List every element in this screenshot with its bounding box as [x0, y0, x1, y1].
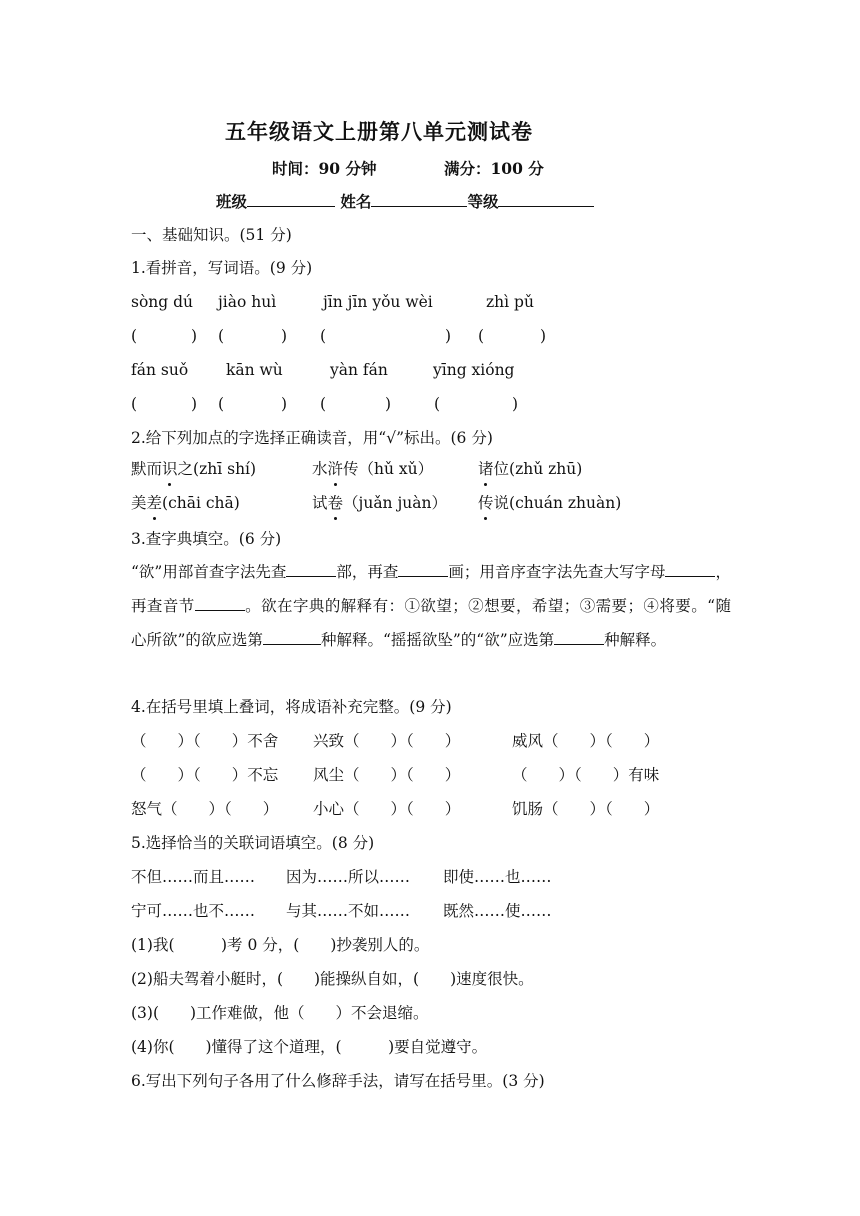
class-field[interactable] [247, 190, 335, 207]
q3-body: “欲”用部首查字法先查 部，再查 画；用音序查字法先查大写字母 ，再查音节 。欲在字典的解释有：①欲望；②想要，希望；③需要；④将要。“随心所欲”的欲应选第 种解释。“摇摇欲坠”的“欲”应选第 种解释。 [131, 563, 731, 649]
idiom-item: 小心（ ）（ ） [313, 800, 461, 818]
dotted-char: 诸 [478, 460, 494, 478]
q1-pinyin: sòng dú [131, 293, 194, 311]
q2-title: 2.给下列加点的字选择正确读音，用“√”标出。(6 分) [131, 429, 493, 447]
answer-bracket-close: ) [540, 327, 547, 345]
q2-item: 诸位(zhǔ zhū) [478, 460, 583, 478]
idiom-item: 风尘（ ）（ ） [313, 766, 461, 784]
answer-bracket-close: ) [512, 395, 519, 413]
idiom-item: 怒气（ ）（ ） [131, 800, 279, 818]
idiom-item: 饥肠（ ）（ ） [512, 800, 660, 818]
answer-bracket-open: ( [131, 327, 138, 345]
fill-blank[interactable] [286, 562, 336, 577]
conjunction-pair: 与其……不如…… [286, 902, 411, 920]
fill-blank[interactable] [554, 630, 604, 645]
dotted-char: 差 [146, 494, 163, 512]
dotted-char: 卷 [327, 494, 344, 512]
idiom-item: （ ）（ ）不舍 [131, 732, 279, 750]
student-info-line [216, 190, 594, 212]
name-field[interactable] [371, 190, 467, 207]
idiom-item: （ ）（ ）不忘 [131, 766, 279, 784]
q1-pinyin: jīn jīn yǒu wèi [323, 293, 433, 311]
answer-bracket-close: ) [281, 395, 288, 413]
exam-total-score: 满分：100 分 [444, 159, 544, 178]
q1-pinyin: zhì pǔ [486, 293, 534, 311]
answer-bracket-close: ) [445, 327, 452, 345]
answer-bracket-open: ( [218, 395, 225, 413]
q1-pinyin: jiào huì [218, 293, 277, 311]
dotted-char: 浒 [327, 460, 344, 478]
answer-bracket-open: ( [131, 395, 138, 413]
section-1-heading: 一、基础知识。(51 分) [131, 226, 292, 244]
q3-title: 3.查字典填空。(6 分) [131, 530, 282, 548]
answer-bracket-open: ( [320, 395, 327, 413]
q1-pinyin: kān wù [226, 361, 283, 379]
idiom-item: 威风（ ）（ ） [512, 732, 660, 750]
answer-bracket-close: ) [385, 395, 392, 413]
answer-bracket-close: ) [281, 327, 288, 345]
fill-blank[interactable] [263, 630, 321, 645]
conjunction-pair: 不但……而且…… [131, 868, 256, 886]
dotted-char: 识 [162, 460, 178, 478]
q5-sentence: (4)你( )懂得了这个道理，( )要自觉遵守。 [131, 1038, 488, 1056]
answer-bracket-open: ( [434, 395, 441, 413]
answer-bracket-close: ) [191, 327, 198, 345]
q2-item: 美差(chāi chā) [131, 494, 240, 512]
answer-bracket-open: ( [320, 327, 327, 345]
q1-pinyin: yàn fán [330, 361, 388, 379]
q5-title: 5.选择恰当的关联词语填空。(8 分) [131, 834, 375, 852]
dotted-char: 传 [478, 494, 494, 512]
q2-item: 默而识之(zhī shí) [131, 460, 257, 478]
q6-title: 6.写出下列句子各用了什么修辞手法，请写在括号里。(3 分) [131, 1072, 545, 1090]
q1-title: 1.看拼音，写词语。(9 分) [131, 259, 313, 277]
name-label: 姓名 [340, 192, 372, 211]
conjunction-pair: 宁可……也不…… [131, 902, 256, 920]
conjunction-pair: 既然……使…… [443, 902, 552, 920]
fill-blank[interactable] [195, 596, 245, 611]
q2-item: 试卷（juǎn juàn） [312, 494, 447, 512]
q5-sentence: (3)( )工作难做，他（ ）不会退缩。 [131, 1004, 429, 1022]
fill-blank[interactable] [398, 562, 448, 577]
fill-blank[interactable] [665, 562, 715, 577]
q5-sentence: (1)我( )考 0 分，( )抄袭别人的。 [131, 936, 430, 954]
answer-bracket-open: ( [478, 327, 485, 345]
grade-field[interactable] [498, 190, 594, 207]
idiom-item: 兴致（ ）（ ） [313, 732, 461, 750]
grade-label: 等级 [467, 192, 499, 211]
q1-pinyin: fán suǒ [131, 361, 189, 379]
exam-time: 时间：90 分钟 [272, 159, 377, 178]
q4-title: 4.在括号里填上叠词，将成语补充完整。(9 分) [131, 698, 452, 716]
answer-bracket-close: ) [191, 395, 198, 413]
q2-item: 水浒传（hǔ xǔ） [312, 460, 434, 478]
q1-pinyin: yīng xióng [433, 361, 515, 379]
class-label: 班级 [216, 192, 248, 211]
page-title: 五年级语文上册第八单元测试卷 [225, 119, 533, 144]
answer-bracket-open: ( [218, 327, 225, 345]
conjunction-pair: 因为……所以…… [286, 868, 411, 886]
conjunction-pair: 即使……也…… [443, 868, 552, 886]
idiom-item: （ ）（ ）有味 [512, 766, 660, 784]
q5-sentence: (2)船夫驾着小艇时，( )能操纵自如，( )速度很快。 [131, 970, 534, 988]
q2-item: 传说(chuán zhuàn) [478, 494, 622, 512]
